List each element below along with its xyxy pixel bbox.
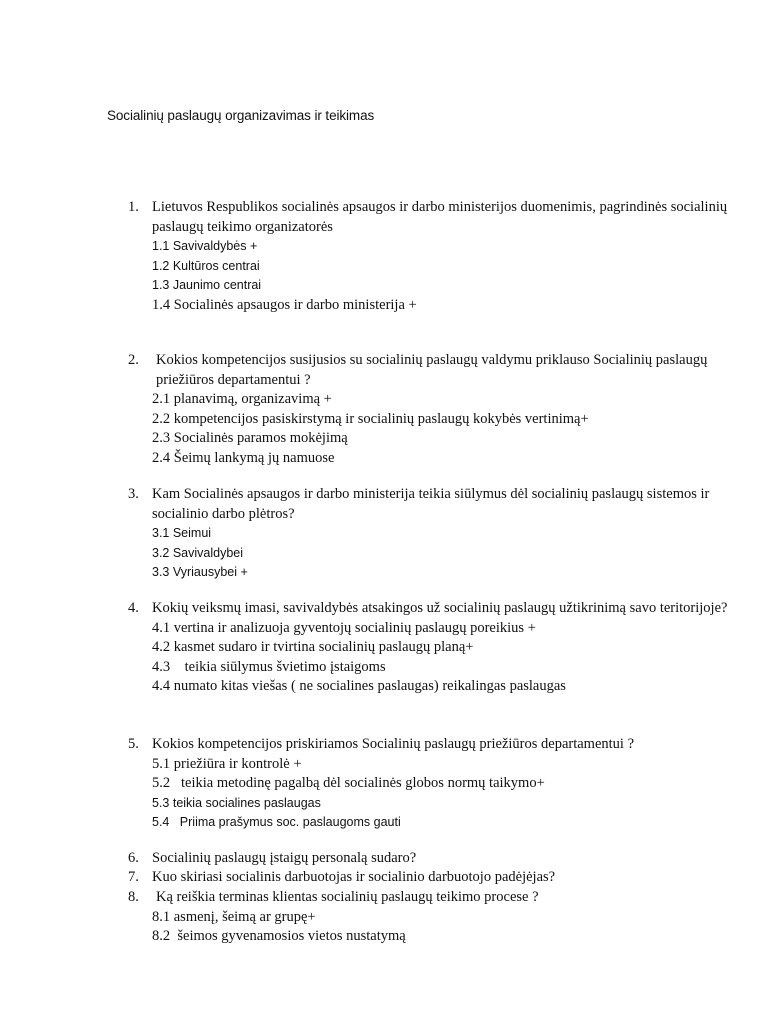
question-7 [128, 868, 738, 888]
question-3 [128, 485, 738, 583]
answer-option: 8.1 asmenį, šeimą ar grupę+ [152, 908, 316, 925]
answer-option: 1.1 Savivaldybės + [152, 239, 258, 253]
question-number: 2. [128, 352, 139, 368]
answer-option: 4.3 teikia siūlymus švietimo įstaigoms [152, 658, 386, 675]
answer-option: 2.1 planavimą, organizavimą + [152, 391, 332, 407]
answer-option: 4.4 numato kitas viešas ( ne socialines paslaugas) reikalingas paslaugas [152, 678, 566, 694]
answer-option: 1.4 Socialinės apsaugos ir darbo ministerija + [152, 296, 417, 313]
answer-option: 3.2 Savivaldybei [152, 545, 244, 560]
question-number: 1. [128, 199, 139, 215]
question-number: 4. [128, 600, 139, 616]
answer-option: 1.3 Jaunimo centrai [152, 278, 262, 292]
document-title: Socialinių paslaugų organizavimas ir teikimas [107, 108, 375, 123]
question-1 [128, 198, 738, 315]
question-8 [128, 888, 738, 947]
question-number: 6. [128, 850, 139, 866]
question-4 [128, 599, 738, 697]
question-text: Kuo skiriasi socialinis darbuotojas ir socialinio darbuotojo padėjėjas? [152, 869, 556, 885]
question-text: Kokių veiksmų imasi, savivaldybės atsakingos už socialinių paslaugų užtikrinimą savo teritorijoje? [152, 600, 728, 616]
question-number: 5. [128, 736, 139, 752]
answer-option: 3.3 Vyriausybei + [152, 565, 248, 579]
answer-option: 3.1 Seimui [152, 526, 212, 540]
answer-option: 2.2 kompetencijos pasiskirstymą ir socialinių paslaugų kokybės vertinimą+ [152, 410, 589, 427]
question-number: 3. [128, 486, 139, 502]
answer-option: 8.2 šeimos gyvenamosios vietos nustatymą [152, 928, 406, 944]
question-2 [128, 351, 738, 468]
question-text: Ką reiškia terminas klientas socialinių paslaugų teikimo procese ? [156, 889, 539, 905]
question-number: 7. [128, 869, 139, 885]
question-text: Kokios kompetencijos priskiriamos Socialinių paslaugų priežiūros departamentui ? [152, 736, 635, 752]
answer-option: 2.3 Socialinės paramos mokėjimą [152, 430, 348, 446]
question-6 [128, 849, 738, 869]
question-text: Socialinių paslaugų įstaigų personalą sudaro? [152, 850, 417, 866]
answer-option: 1.2 Kultūros centrai [152, 258, 260, 273]
question-text: Lietuvos Respublikos socialinės apsaugos ir darbo ministerijos duomenimis, pagrindinės socialinių paslaugų teikimo organizatorės [152, 199, 728, 235]
answer-option: 4.1 vertina ir analizuoja gyventojų socialinių paslaugų poreikius + [152, 619, 536, 636]
question-5 [128, 735, 738, 833]
answer-option: 2.4 Šeimų lankymą jų namuose [152, 449, 335, 466]
answer-option: 5.4 Priima prašymus soc. paslaugoms gauti [152, 815, 401, 829]
question-text: Kam Socialinės apsaugos ir darbo ministerija teikia siūlymus dėl socialinių paslaugų sistemos ir socialinio darbo plėtros? [152, 486, 710, 522]
answer-option: 5.1 priežiūra ir kontrolė + [152, 755, 302, 772]
question-number: 8. [128, 889, 139, 905]
question-text: Kokios kompetencijos susijusios su socialinių paslaugų valdymu priklauso Socialinių paslaugų priežiūros departamentui ? [156, 352, 708, 388]
answer-option: 4.2 kasmet sudaro ir tvirtina socialinių paslaugų planą+ [152, 639, 474, 655]
answer-option: 5.2 teikia metodinę pagalbą dėl socialinės globos normų taikymo+ [152, 775, 545, 791]
answer-option: 5.3 teikia socialines paslaugas [152, 795, 321, 810]
